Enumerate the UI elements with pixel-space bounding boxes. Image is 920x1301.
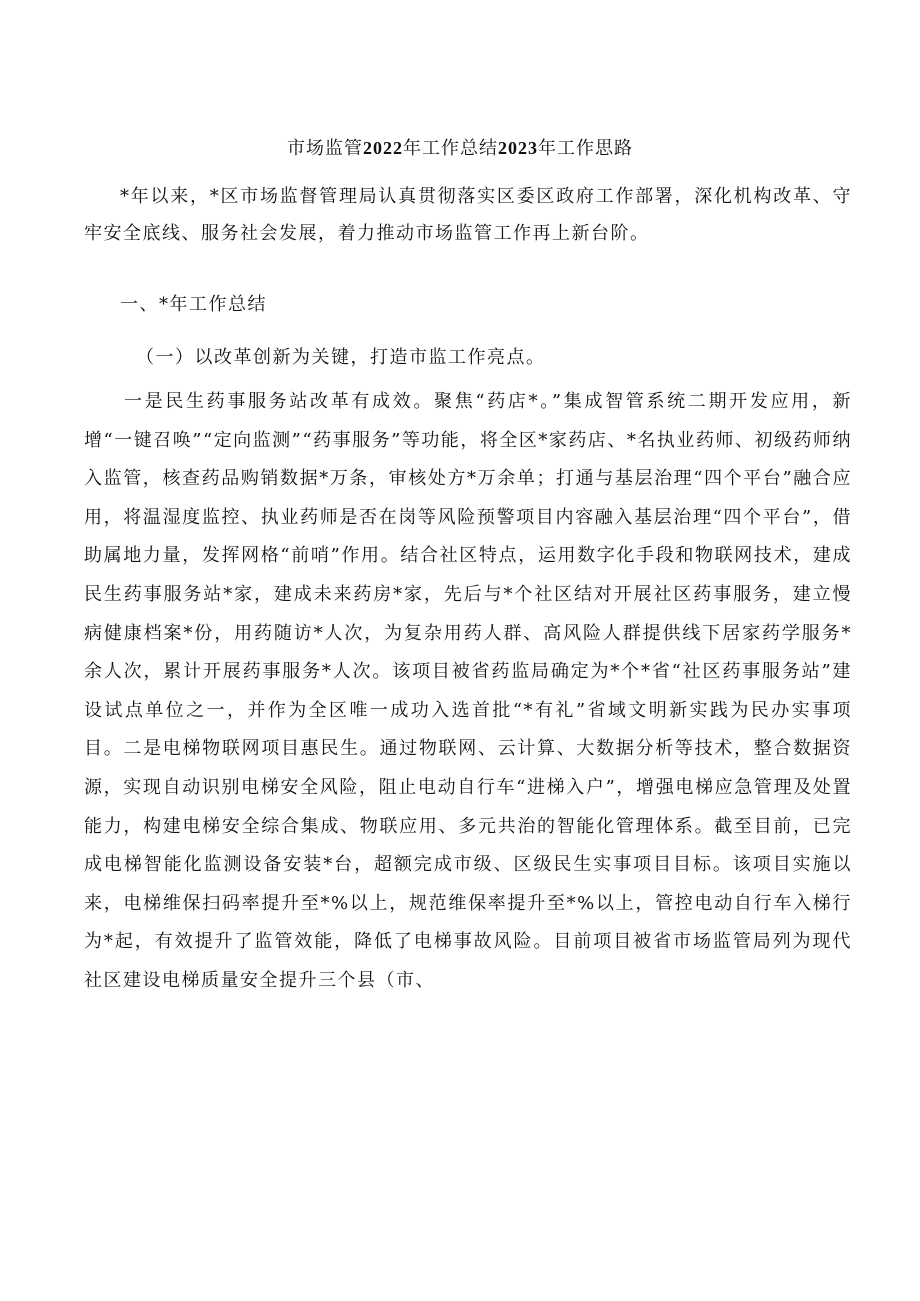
section-heading: 一、*年工作总结 bbox=[120, 294, 267, 315]
intro-paragraph: *年以来，*区市场监督管理局认真贯彻落实区委区政府工作部署，深化机构改革、守牢安全底线、服务社会发展，着力推动市场监管工作再上新台阶。 bbox=[84, 186, 852, 244]
title-prefix: 市场监管 bbox=[287, 138, 363, 159]
title-year-2022: 2022 bbox=[363, 138, 403, 158]
title-suffix: 年工作思路 bbox=[538, 138, 633, 159]
title-year-2023: 2023 bbox=[498, 138, 538, 158]
title-middle: 年工作总结 bbox=[403, 138, 498, 159]
main-paragraph: 一是民生药事服务站改革有成效。聚焦“药店*。”集成智管系统二期开发应用，新增“一键召唤”“定向监测”“药事服务”等功能，将全区*家药店、*名执业药师、初级药师纳入监管，核查药品购销数据*万条，审核处方*万余单；打通与基层治理“四个平台”融合应用，将温湿度监控、执业药师是否在岗等风险预警项目内容融入基层治理“四个平台”，借助属地力量，发挥网格“前哨”作用。结合社区特点，运用数字化手段和物联网技术，建成民生药事服务站*家，建成未来药房*家，先后与*个社区结对开展社区药事服务，建立慢病健康档案*份，用药随访*人次，为复杂用药人群、高风险人群提供线下居家药学服务*余人次，累计开展药事服务*人次。该项目被省药监局确定为*个*省“社区药事服务站”建设试点单位之一，并作为全区唯一成功入选首批“*有礼”省域文明新实践为民办实事项目。二是电梯物联网项目惠民生。通过物联网、云计算、大数据分析等技术，整合数据资源，实现自动识别电梯安全风险，阻止电动自行车“进梯入户”，增强电梯应急管理及处置能力，构建电梯安全综合集成、物联应用、多元共治的智能化管理体系。截至目前，已完成电梯智能化监测设备安装*台，超额完成市级、区级民生实事项目目标。该项目实施以来，电梯维保扫码率提升至*%以上，规范维保率提升至*%以上，管控电动自行车入梯行为*起，有效提升了监管效能，降低了电梯事故风险。目前项目被省市场监管局列为现代社区建设电梯质量安全提升三个县（市、 bbox=[84, 391, 852, 991]
subsection-heading: （一）以改革创新为关键，打造市监工作亮点。 bbox=[136, 347, 546, 368]
document-title bbox=[0, 133, 920, 164]
